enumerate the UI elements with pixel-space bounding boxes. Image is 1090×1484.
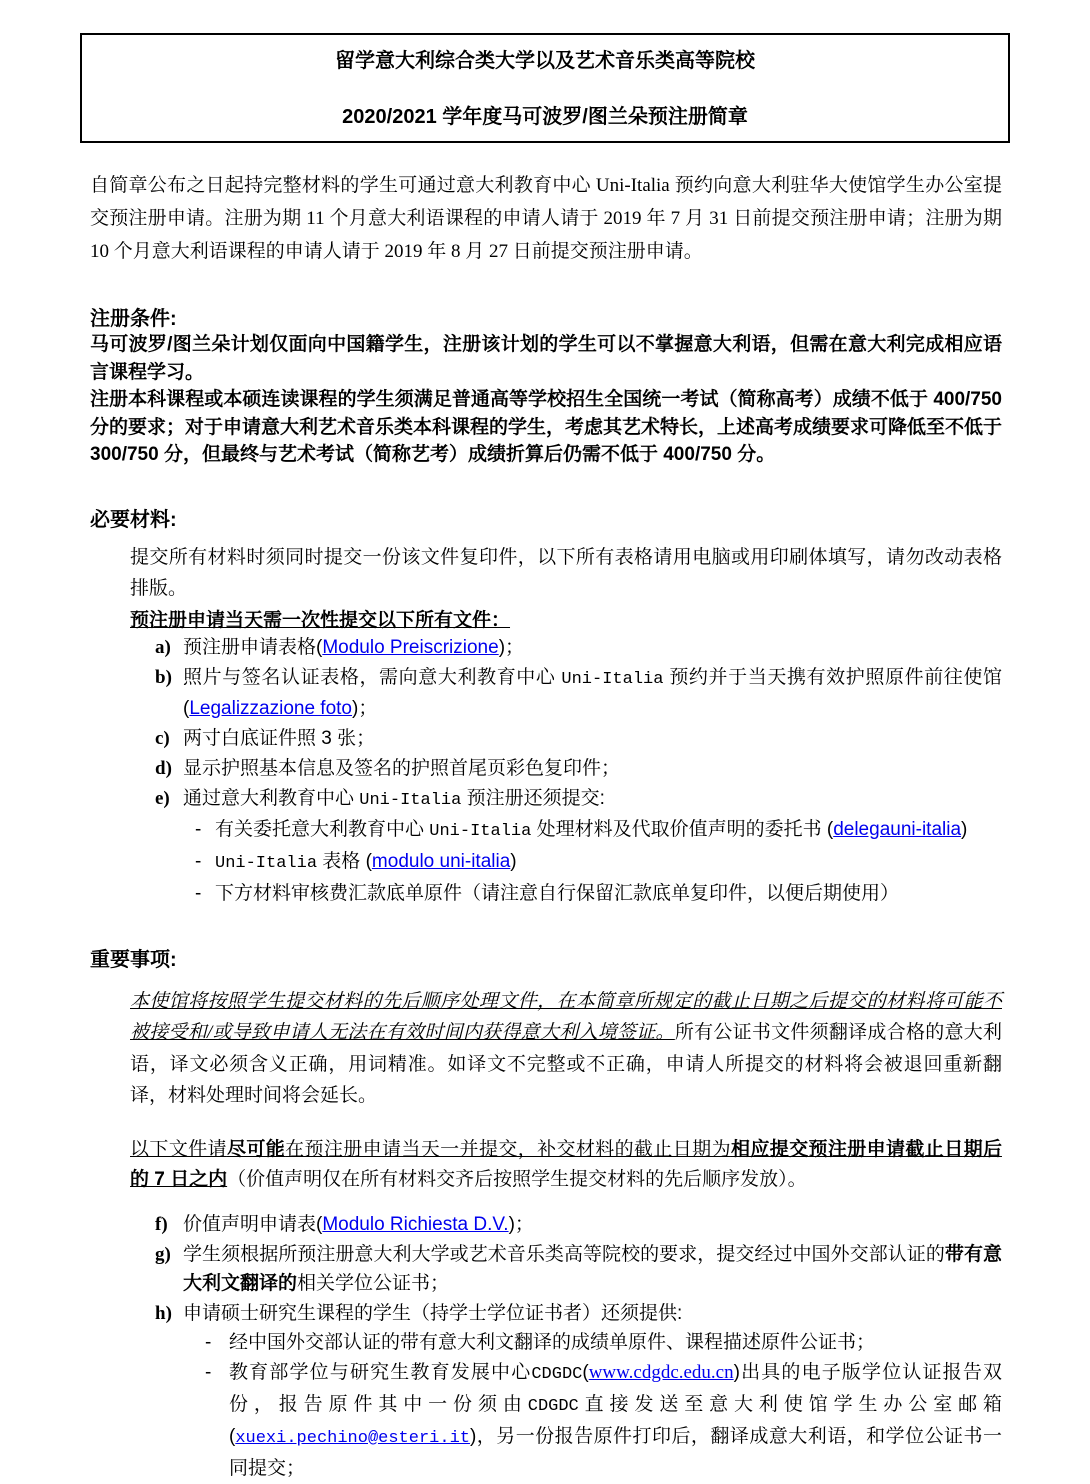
list-marker: h) <box>155 1302 172 1324</box>
important-paragraph-2 <box>130 1135 1002 1195</box>
item-a-prefix: 预注册申请表格( <box>183 636 323 658</box>
uni-italia-label: Uni-Italia <box>215 853 318 873</box>
p2-seg3: 在预注册申请当天一并提交，补交材料的截止日期为 <box>285 1138 731 1160</box>
p2-seg1: 以下文件请 <box>130 1138 227 1160</box>
sub-item-cdgdc <box>90 1358 1002 1484</box>
item-b-suffix: )； <box>352 697 378 719</box>
sub-item-modulo-text <box>215 847 1002 879</box>
item-g-suffix: 相关学位公证书； <box>297 1272 450 1294</box>
important-translation-note: 所有公证书文件须翻译成合格的意大利语，译文必须含义正确，用词精准。如译文不完整或不正确，申请人所提交的材料将会被退回重新翻译，材料处理时间将会延长。 <box>130 1022 1002 1106</box>
materials-subheading: 预注册申请当天需一次性提交以下所有文件： <box>130 609 511 631</box>
list-marker: e) <box>155 787 170 809</box>
item-g-prefix: 学生须根据所预注册意大利大学或艺术音乐类高等院校的要求，提交经过中国外交部认证的 <box>183 1243 945 1265</box>
modulo-suffix: ) <box>510 850 517 872</box>
important-paragraph-1 <box>130 986 1002 1112</box>
uni-italia-label: Uni-Italia <box>561 669 664 689</box>
sub-item-delega <box>90 815 1002 847</box>
p2-seg5: （价值声明仅在所有材料交齐后按照学生提交材料的先后顺序发放）。 <box>227 1168 807 1190</box>
modulo-preiscrizione-link[interactable]: Modulo Preiscrizione <box>322 636 499 658</box>
list-item-e <box>90 784 1002 815</box>
list-item-d <box>90 754 1002 783</box>
sub-item-transcript <box>90 1328 1002 1358</box>
section-heading-conditions: 注册条件: <box>90 308 177 330</box>
sub-item-transcript-text: 经中国外交部认证的带有意大利文翻译的成绩单原件、课程描述原件公证书； <box>229 1331 876 1353</box>
section-heading-materials: 必要材料: <box>90 508 177 531</box>
list-item-f-text <box>183 1210 1002 1239</box>
cdgdc-suffix: )，另一份报告原件打印后，翻译成意大利语，和学位公证书一同提交； <box>229 1425 1002 1479</box>
cdgdc-middle2: 直接发送至意大利使馆学生办公室邮箱 ( <box>229 1393 1002 1447</box>
delega-prefix: 有关委托意大利教育中心 <box>215 818 430 840</box>
list-item-b-text <box>183 663 1002 723</box>
delega-middle: 处理材料及代取价值声明的委托书 ( <box>531 818 834 840</box>
p2-seg2-bold: 尽可能 <box>226 1138 286 1160</box>
list-item-h-text: 申请硕士研究生课程的学生（持学士学位证书者）还须提供: <box>183 1302 683 1324</box>
cdgdc-middle: )出具的电子版学位认证报告双份，报告原件其中一份须由 <box>229 1361 1002 1415</box>
uni-italia-label: Uni-Italia <box>429 821 532 841</box>
section-heading-important: 重要事项: <box>90 948 177 971</box>
legalizzazione-foto-link[interactable]: Legalizzazione foto <box>189 697 352 719</box>
conditions-paragraph-1: 马可波罗/图兰朵计划仅面向中国籍学生，注册该计划的学生可以不掌握意大利语，但需在意大利完成相应语言课程学习。 <box>90 334 1002 383</box>
list-item-d-text: 显示护照基本信息及签名的护照首尾页彩色复印件； <box>183 757 621 779</box>
cdgdc-paren: ( <box>582 1361 589 1383</box>
list-marker: a) <box>155 636 171 658</box>
list-item-a-text <box>183 633 1002 662</box>
sub-item-modulo-uni-italia <box>90 847 1002 879</box>
dash-bullet: - <box>195 850 202 872</box>
p2-seg4-bold: 相应提交预注册申请截止日期后的 7 日之内 <box>130 1138 1002 1190</box>
sub-item-remittance <box>90 879 1002 909</box>
list-item-a <box>90 633 1002 662</box>
embassy-email-link[interactable]: xuexi.pechino@esteri.it <box>235 1428 470 1448</box>
cdgdc-website-link[interactable]: www.cdgdc.edu.cn <box>588 1361 734 1383</box>
list-item-c-text: 两寸白底证件照 3 张； <box>183 727 376 749</box>
list-item-g <box>90 1240 1002 1298</box>
item-f-suffix: )； <box>508 1213 534 1235</box>
list-marker: d) <box>155 757 172 779</box>
dash-bullet: - <box>195 818 202 840</box>
intro-paragraph: 自简章公布之日起持完整材料的学生可通过意大利教育中心 Uni-Italia 预约向意大利驻华大使馆学生办公室提交预注册申请。注册为期 11 个月意大利语课程的申请人请于 2019 年 7 月 31 日前提交预注册申请；注册为期 10 个月意大利语课程的申请人请于 2019 年 8 月 27 日前提交预注册申请。 <box>90 175 1002 262</box>
item-a-suffix: )； <box>498 636 525 658</box>
title-box <box>80 33 1010 143</box>
delegauni-italia-link[interactable]: delegauni-italia <box>833 818 962 840</box>
doc-title-line2: 2020/2021 学年度马可波罗/图兰朵预注册简章 <box>342 106 748 128</box>
list-item-h <box>90 1299 1002 1328</box>
item-b-middle: 预约并于当天携有效护照原件前往使馆( <box>183 666 1003 719</box>
item-e-suffix: 预注册还须提交: <box>461 787 605 809</box>
materials-note: 提交所有材料时须同时提交一份该文件复印件，以下所有表格请用电脑或用印刷体填写，请勿改动表格排版。 <box>130 546 1002 599</box>
list-marker: c) <box>155 727 170 749</box>
list-item-e-text <box>183 784 1002 815</box>
cdgdc-prefix: 教育部学位与研究生教育发展中心 <box>229 1361 532 1383</box>
delega-suffix: ) <box>961 818 968 840</box>
item-b-prefix: 照片与签名认证表格，需向意大利教育中心 <box>183 666 562 688</box>
dash-bullet: - <box>205 1361 212 1383</box>
item-e-prefix: 通过意大利教育中心 <box>183 787 360 809</box>
list-item-f <box>90 1210 1002 1239</box>
sub-item-cdgdc-text <box>229 1358 1002 1484</box>
sub-item-delega-text <box>215 815 1002 847</box>
dash-bullet: - <box>205 1331 212 1353</box>
item-g-bold: 带有意大利文翻译的 <box>183 1243 1002 1294</box>
cdgdc-label: CDGDC <box>531 1364 583 1384</box>
dash-bullet: - <box>195 882 202 904</box>
item-f-prefix: 价值声明申请表( <box>183 1213 323 1235</box>
sub-item-remittance-text: 下方材料审核费汇款底单原件（请注意自行保留汇款底单复印件，以便后期使用） <box>215 882 900 904</box>
list-marker: f) <box>155 1213 168 1235</box>
list-item-b <box>90 663 1002 723</box>
list-marker: g) <box>155 1243 171 1265</box>
list-item-g-text <box>183 1240 1002 1298</box>
conditions-paragraph-2: 注册本科课程或本硕连读课程的学生须满足普通高等学校招生全国统一考试（简称高考）成绩不低于 400/750 分的要求；对于申请意大利艺术音乐类本科课程的学生，考虑其艺术特长，上述高考成绩要求可降低至不低于 300/750 分，但最终与艺术考试（简称艺考）成绩折算后仍需不低于 400/750 分。 <box>90 389 1003 465</box>
modulo-middle: 表格 ( <box>317 850 372 872</box>
list-item-c <box>90 724 1002 753</box>
uni-italia-label: Uni-Italia <box>359 790 462 810</box>
modulo-uni-italia-link[interactable]: modulo uni-italia <box>371 850 511 872</box>
modulo-richiesta-dv-link[interactable]: Modulo Richiesta D.V. <box>322 1213 509 1235</box>
doc-title-line1: 留学意大利综合类大学以及艺术音乐类高等院校 <box>335 50 755 72</box>
list-marker: b) <box>155 666 172 688</box>
cdgdc-label: CDGDC <box>527 1396 579 1416</box>
important-deadline-warning: 本使馆将按照学生提交材料的先后顺序处理文件，在本简章所规定的截止日期之后提交的材料将可能不被接受和/或导致申请人无法在有效时间内获得意大利入境签证。 <box>130 990 1002 1043</box>
